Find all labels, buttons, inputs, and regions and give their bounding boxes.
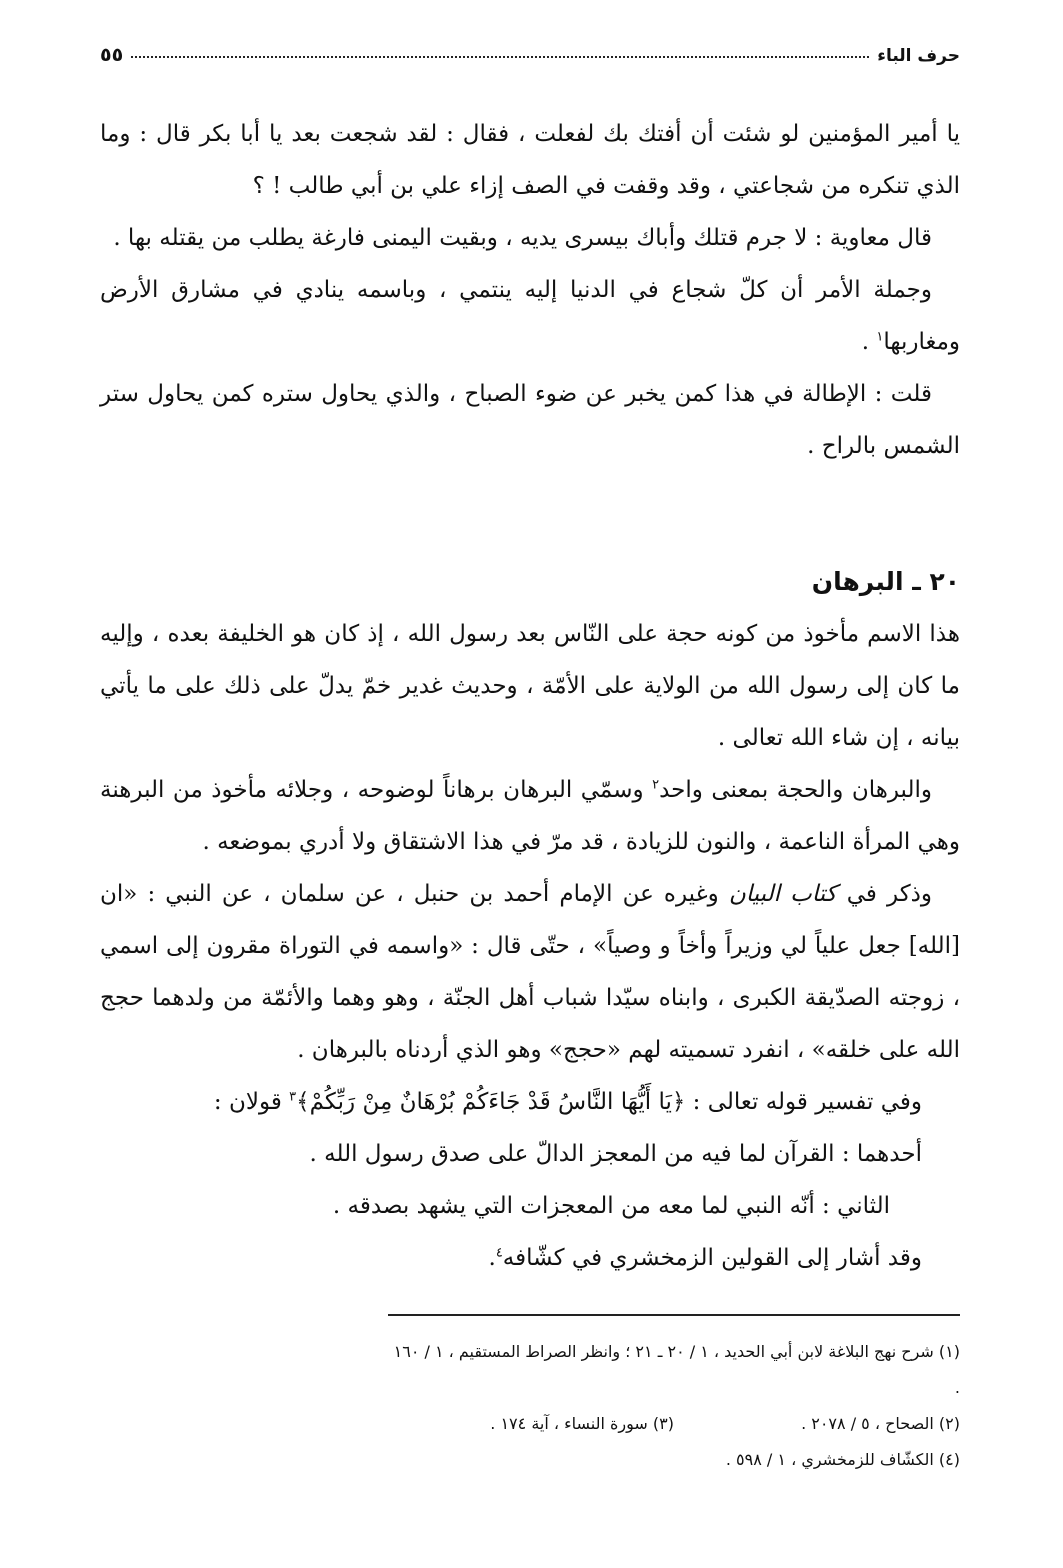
paragraph-text: وجملة الأمر أن كلّ شجاع في الدنيا إليه ينتمي ، وباسمه ينادي في مشارق الأرض ومغاربها: [100, 277, 960, 355]
footnote-ref: ١: [876, 329, 884, 345]
paragraph: الثاني : أنّه النبي لما معه من المعجزات التي يشهد بصدقه .: [332, 1193, 890, 1219]
paragraph: قلت : الإطالة في هذا كمن يخبر عن ضوء الصباح ، والذي يحاول ستره كمن يحاول ستر الشمس بالراح .: [100, 381, 960, 459]
paragraph: [100, 868, 960, 1076]
section-heading: ٢٠ ـ البرهان: [811, 567, 960, 596]
paragraph-text: والبرهان والحجة بمعنى واحد: [659, 777, 932, 803]
footnote-ref: ٢: [652, 777, 660, 793]
paragraph: أحدهما : القرآن لما فيه من المعجز الدالّ على صدق رسول الله .: [309, 1141, 922, 1167]
header-dot-leader: [131, 56, 869, 58]
paragraph: [100, 264, 960, 368]
paragraph-end: .: [861, 329, 877, 355]
footnote-ref: ٤: [495, 1245, 503, 1261]
paragraph-text: وذكر في: [836, 881, 933, 907]
paragraph: قال معاوية : لا جرم قتلك وأباك بيسرى يديه ، وبقيت اليمنى فارغة يطلب من يقتله بها .: [113, 225, 932, 251]
paragraph: [100, 764, 960, 868]
footnote-row: [388, 1406, 960, 1442]
paragraph-text: وغيره عن الإمام أحمد بن حنبل ، عن سلمان ، عن النبي : «ان [الله] جعل علياً لي وزيراً وأخاً و وصياً» ، حتّى قال : «واسمه في التوراة مقرون إلى اسمي ، زوجته الصدّيقة الكبرى ، وابناه سيّدا شباب أهل الجنّة ، وهو وهما والأئمّة من ولدهما حجج الله على خلقه» ، انفرد تسميته لهم «حجج» وهو الذي أردناه بالبرهان .: [100, 881, 960, 1063]
footnote: (٢) الصحاح ، ٥ / ٢٠٧٨ .: [801, 1414, 960, 1433]
footnotes: [388, 1314, 960, 1478]
header-title: حرف الباء: [877, 46, 960, 66]
paragraph: [100, 1076, 960, 1128]
paragraph-text: قولان :: [213, 1089, 290, 1115]
page-body: [100, 108, 960, 1284]
footnote-ref: ٣: [289, 1089, 297, 1105]
paragraph: هذا الاسم مأخوذ من كونه حجة على النّاس بعد رسول الله ، إذ كان هو الخليفة بعده ، وإليه ما كان إلى رسول الله من الولاية على الأمّة ، وحديث غدير خمّ يدلّ على ذلك على ما يأتي بيانه ، إن شاء الله تعالى .: [100, 621, 960, 751]
page-number: ٥٥: [100, 44, 124, 66]
paragraph-end: .: [488, 1245, 496, 1271]
footnote: (١) شرح نهج البلاغة لابن أبي الحديد ، ١ / ٢٠ ـ ٢١ ؛ وانظر الصراط المستقيم ، ١ / ١٦٠ .: [393, 1342, 960, 1397]
quran-quote: وفي تفسير قوله تعالى : ﴿يَا أَيُّهَا النَّاسُ قَدْ جَاءَكُمْ بُرْهَانٌ مِنْ رَبِّكُمْ﴾: [296, 1089, 922, 1115]
paragraph: [100, 1232, 960, 1284]
paragraph-text: وسمّي البرهان برهاناً لوضوحه ، وجلائه مأخوذ من البرهنة وهي المرأة الناعمة ، والنون للزيادة ، قد مرّ في هذا الاشتقاق ولا أدري بموضعه .: [100, 777, 960, 855]
book-page: [100, 30, 960, 1478]
paragraph-text: وقد أشار إلى القولين الزمخشري في كشّافه: [502, 1245, 922, 1271]
paragraph: يا أمير المؤمنين لو شئت أن أفتك بك لفعلت ، فقال : لقد شجعت بعد يا أبا بكر قال : وما الذي تنكره من شجاعتي ، وقد وقفت في الصف إزاء علي بن أبي طالب ! ؟: [100, 121, 960, 199]
running-header: [100, 30, 960, 66]
book-title: كتاب البيان: [728, 881, 837, 907]
footnote: (٤) الكشّاف للزمخشري ، ١ / ٥٩٨ .: [725, 1450, 960, 1469]
footnote: (٣) سورة النساء ، آية ١٧٤ .: [490, 1414, 674, 1433]
